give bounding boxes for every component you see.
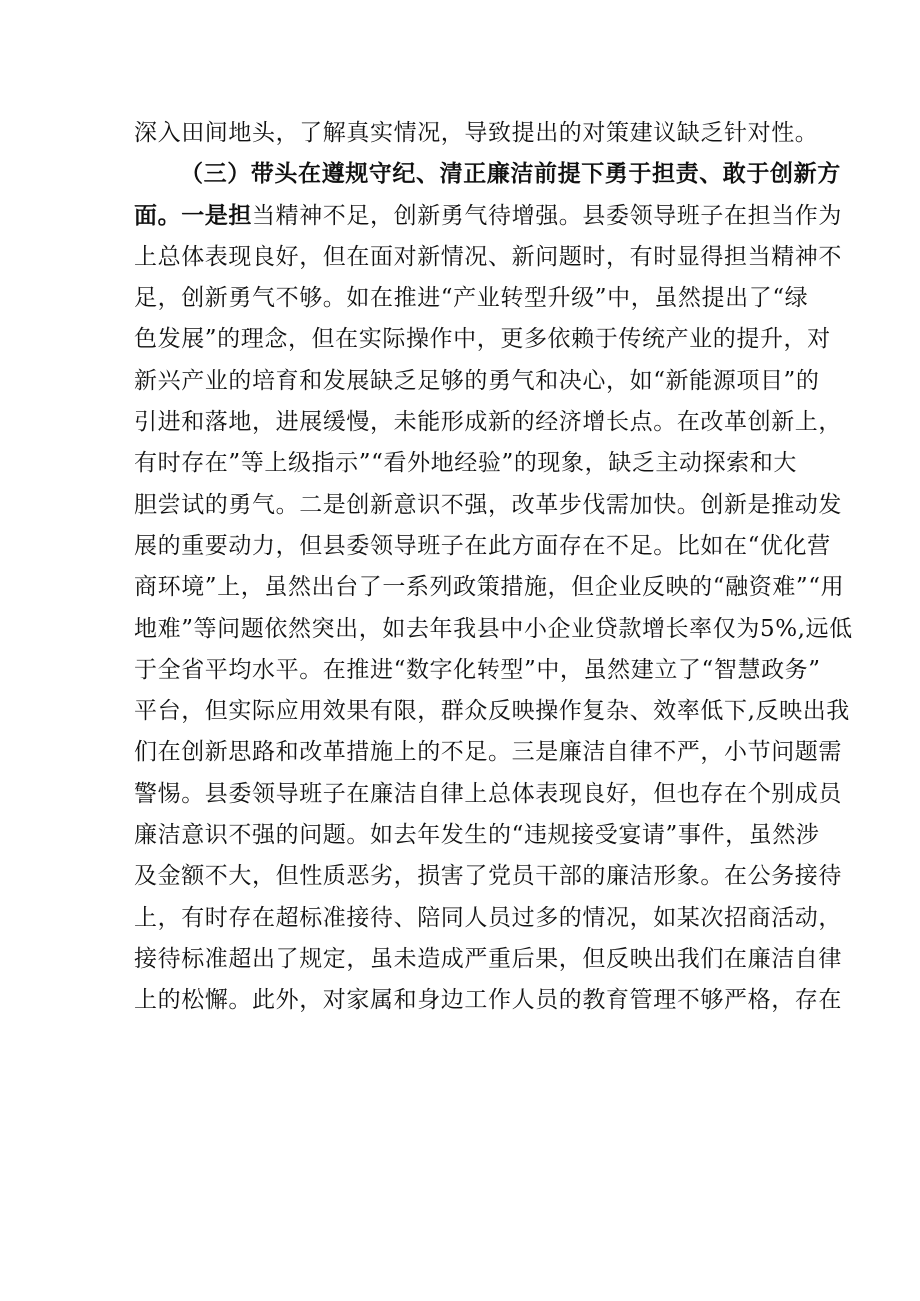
text-line: 于全省平均水平。在推进“数字化转型”中，虽然建立了“智慧政务”: [134, 656, 821, 683]
text-line: 地难”等问题依然突出，如去年我县中小企业贷款增长率仅为5%,远低: [134, 615, 853, 642]
text-line: 深入田间地头，了解真实情况，导致提出的对策建议缺乏针对性。: [134, 120, 819, 146]
text-line: 们在创新思路和改革措施上的不足。三是廉洁自律不严，小节问题需: [134, 739, 842, 766]
text-line: 上，有时存在超标准接待、陪同人员过多的情况，如某次招商活动，: [134, 904, 842, 931]
text-line: 平台，但实际应用效果有限，群众反映操作复杂、效率低下,反映出我: [134, 698, 850, 725]
text-line: 上总体表现良好，但在面对新情况、新问题时，有时显得担当精神不: [134, 243, 842, 270]
section-heading-continuation: 面。一是担: [134, 202, 252, 229]
text-line: 商环境”上，虽然出台了一系列政策措施，但企业反映的“融资难”“用: [134, 574, 845, 601]
text-line: 胆尝试的勇气。二是创新意识不强，改革步伐需加快。创新是推动发: [134, 491, 842, 518]
text-line: 面。一是担当精神不足，创新勇气待增强。县委领导班子在担当作为: [134, 202, 842, 229]
text-line: 有时存在”等上级指示”“看外地经验”的现象，缺乏主动探索和大: [134, 450, 798, 477]
text-line: 展的重要动力，但县委领导班子在此方面存在不足。比如在“优化营: [134, 532, 831, 559]
text-line: 警惕。县委领导班子在廉洁自律上总体表现良好，但也存在个别成员: [134, 780, 842, 807]
section-heading-line: [134, 154, 841, 195]
text-line: 新兴产业的培育和发展缺乏足够的勇气和决心，如“新能源项目”的: [134, 367, 820, 394]
text-line: 廉洁意识不强的问题。如去年发生的“违规接受宴请”事件，虽然涉: [134, 822, 820, 849]
text-line: 足，创新勇气不够。如在推进“产业转型升级”中，虽然提出了“绿: [134, 285, 809, 312]
body-text: [134, 113, 853, 1022]
text-line: 引进和落地，进展缓慢，未能形成新的经济增长点。在改革创新上，: [134, 409, 842, 436]
text-line: 及金额不大，但性质恶劣，损害了党员干部的廉洁形象。在公务接待: [134, 863, 842, 890]
section-heading: （三）带头在遵规守纪、清正廉洁前提下勇于担责、敢于创新方: [180, 161, 841, 188]
text-line: 上的松懈。此外，对家属和身边工作人员的教育管理不够严格，存在: [134, 987, 842, 1014]
text-line: 接待标准超出了规定，虽未造成严重后果，但反映出我们在廉洁自律: [134, 945, 842, 972]
text-line: 色发展”的理念，但在实际操作中，更多依赖于传统产业的提升，对: [134, 326, 831, 353]
